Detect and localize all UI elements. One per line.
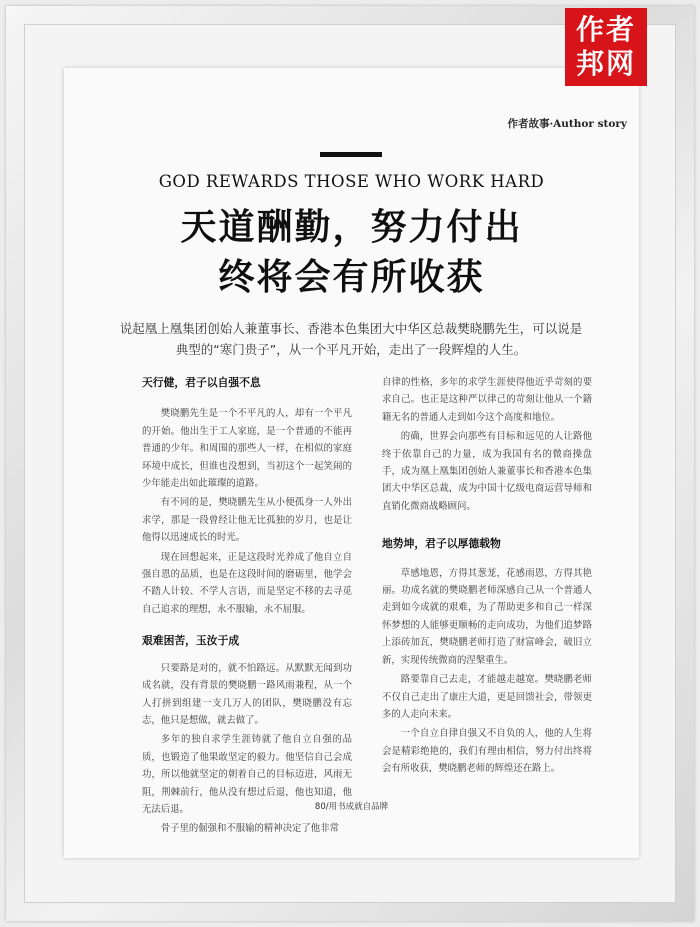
body-paragraph: 草感地恩，方得其葱茏，花感雨恩，方得其艳丽。功成名就的樊晓鹏老师深感自己从一个普通人走到如今成就的艰难，为了帮助更多和自己一样深怀梦想的人能够更顺畅的走向成功，为他们追梦路上添砖加瓦，樊晓鹏老师打造了财富峰会，破旧立新，实现传统微商的涅槃重生。 xyxy=(382,567,592,666)
page-footer: 80/用书成就自品牌 xyxy=(314,802,389,812)
body-paragraph: 现在回想起来，正是这段时光养成了他自立自强自恩的品质，也是在这段时间的磨砺里，他学会不踏人计较、不学人言语，而是坚定不移的去寻觅自己追求的理想，永不服输，永不屈服。 xyxy=(142,551,352,615)
english-title: GOD REWARDS THOSE WHO WORK HARD xyxy=(158,172,545,191)
body-paragraph: 的确，世界会向那些有目标和远见的人让路他终于依靠自己的力量，成为我国有名的微商操盘手，成为凰上凰集团创始人兼董事长和香港本色集团大中华区总裁，成为中国十亿级电商运营导师和直销化微商战略顾问。 xyxy=(382,431,592,512)
logo-text-line2: 邦网 xyxy=(575,47,636,80)
chinese-title xyxy=(64,202,639,302)
right-column xyxy=(382,374,592,780)
site-logo xyxy=(565,8,647,86)
body-paragraph: 多年的独自求学生涯铸就了他自立自强的品质，也锻造了他果敢坚定的毅力。他坚信自己会成功，所以他就坚定的朝着自己的目标迈进，风雨无阻，荆棘前行，他从没有想过后退，他也知道，他无法后退。 xyxy=(142,734,352,815)
section-heading: 艰难困苦，玉汝于成 xyxy=(142,634,240,648)
body-paragraph: 路要靠自己去走，才能越走越宽。樊晓鹏老师不仅自己走出了康庄大道，更是回馈社会，带领更多的人走向未来。 xyxy=(382,674,592,720)
body-paragraph: 有不同的是，樊晓鹏先生从小便孤身一人外出求学，那是一段曾经让他无比孤独的岁月，也是让他得以迅速成长的时光。 xyxy=(142,497,352,544)
body-paragraph: 只要路是对的，就不怕路远。从默默无闻到功成名就，没有背景的樊晓鹏一路风雨兼程，从一个人打拼到组建一支几万人的团队，樊晓鹏没有忘志，他只是想做，就去做了。 xyxy=(142,662,352,726)
intro-paragraph: 说起凰上凰集团创始人兼董事长、香港本色集团大中华区总裁樊晓鹏先生，可以说是典型的“寒门贵子”，从一个平凡开始，走出了一段辉煌的人生。 xyxy=(119,321,583,357)
body-paragraph: 骨子里的倔强和不服输的精神决定了他非常 xyxy=(160,823,339,835)
section-heading: 天行健，君子以自强不息 xyxy=(142,376,261,389)
title-divider xyxy=(320,152,382,157)
chinese-title-line1: 天道酬勤，努力付出 xyxy=(180,206,523,248)
body-paragraph: 自律的性格，多年的求学生涯使得他近乎苛刻的要求自己。也正是这种严以律己的苛刻让他从一个籍籍无名的普通人走到如今这个高度和地位。 xyxy=(382,377,592,423)
body-paragraph: 一个自立自律自强又不自负的人，他的人生将会是精彩绝艳的，我们有理由相信，努力付出终将会有所收获，樊晓鹏老师的辉煌还在路上。 xyxy=(382,728,592,775)
magazine-page xyxy=(64,68,639,858)
section-tag: 作者故事·Author story xyxy=(507,118,627,130)
logo-text-line1: 作者 xyxy=(575,13,636,46)
body-paragraph: 樊晓鹏先生是一个不平凡的人，却有一个平凡的开始。他出生于工人家庭，是一个普通的不能再普通的少年。和周围的那些人一样，在相似的家庭环境中成长，但谁也没想到，当初这个一起笑闹的少年能走出如此璀璨的道路。 xyxy=(142,408,352,490)
left-column xyxy=(142,374,352,840)
chinese-title-line2: 终将会有所收获 xyxy=(218,256,485,298)
section-heading: 地势坤，君子以厚德载物 xyxy=(382,537,501,551)
